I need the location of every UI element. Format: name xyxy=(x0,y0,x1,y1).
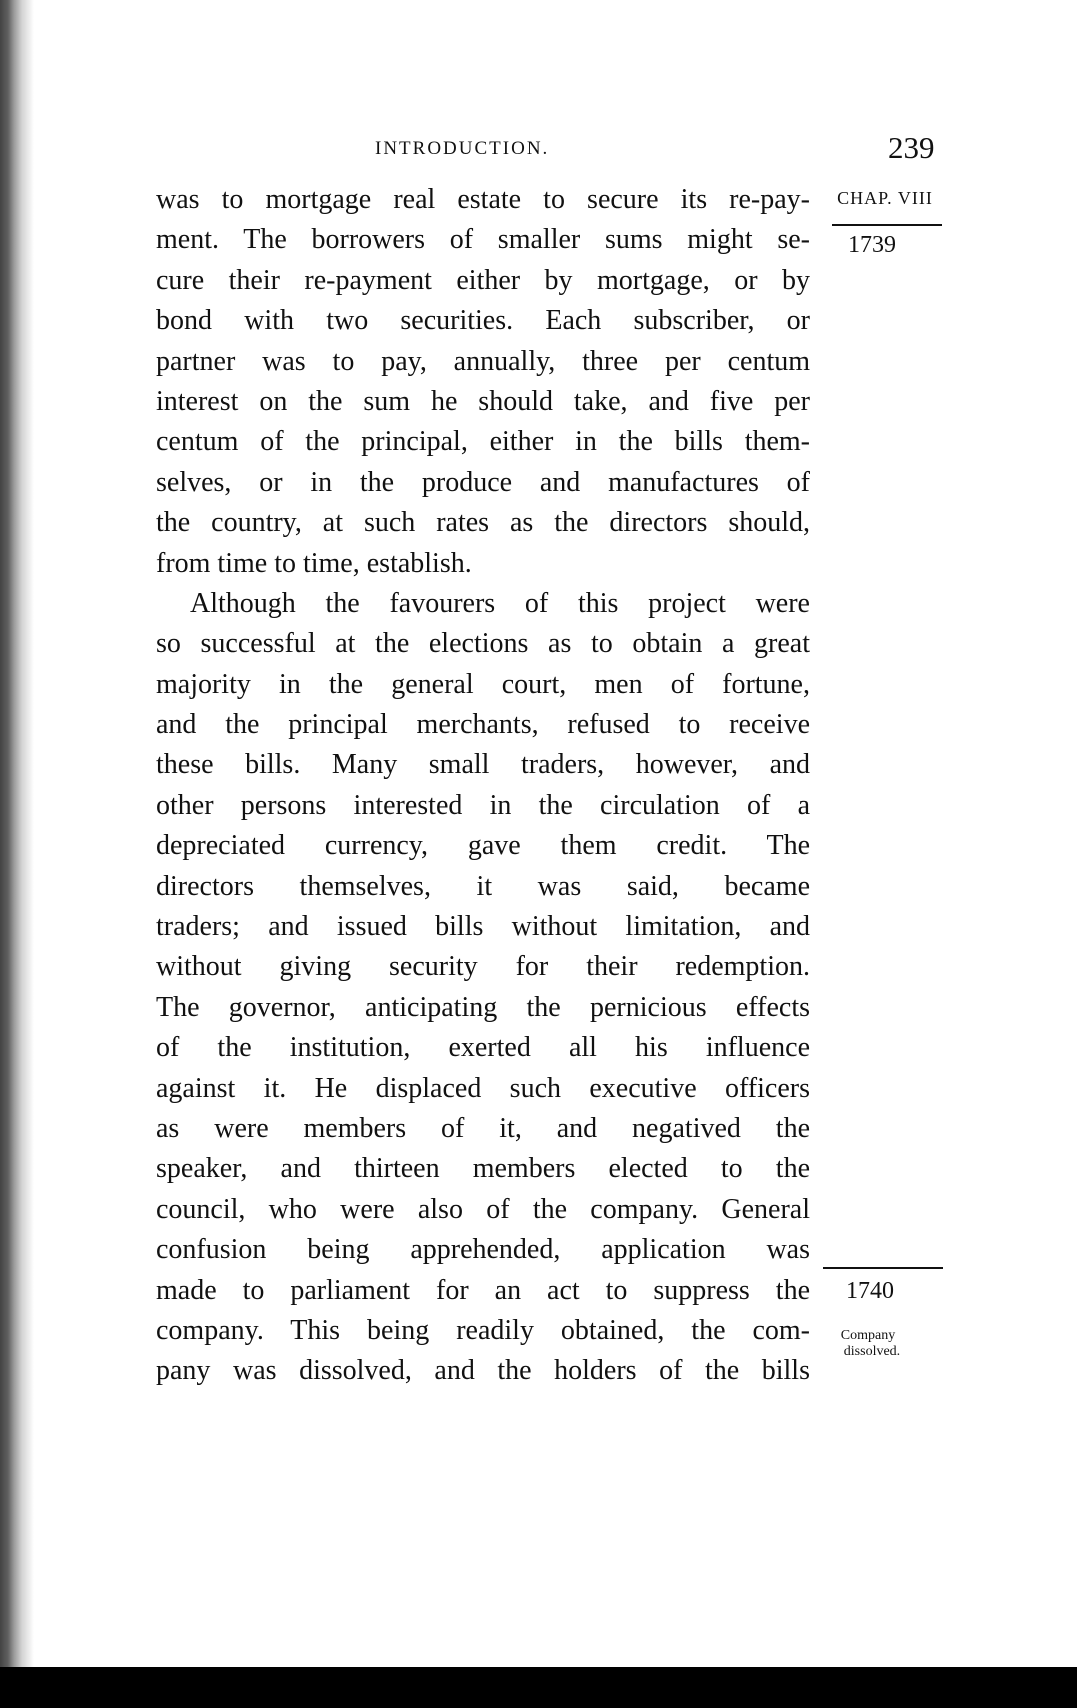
text-line: bond with two securities. Each subscriber, or xyxy=(156,305,810,337)
text-line: selves, or in the produce and manufactures of xyxy=(156,466,810,498)
text-line: interest on the sum he should take, and five per xyxy=(156,385,810,417)
scan-bottom-bar xyxy=(0,1667,1077,1708)
text-line: depreciated currency, gave them credit. The xyxy=(156,830,810,862)
text-line: pany was dissolved, and the holders of the bills xyxy=(156,1355,810,1387)
margin-year-1740: 1740 xyxy=(846,1278,894,1304)
text-line: speaker, and thirteen members elected to the xyxy=(156,1153,810,1185)
text-line: the country, at such rates as the directors should, xyxy=(156,507,810,539)
text-line: and the principal merchants, refused to receive xyxy=(156,709,810,741)
text-line: as were members of it, and negatived the xyxy=(156,1112,810,1144)
text-line: council, who were also of the company. General xyxy=(156,1193,810,1225)
text-line: Although the favourers of this project were xyxy=(190,587,810,619)
margin-rule xyxy=(832,224,942,226)
margin-note xyxy=(818,1328,918,1360)
text-line: directors themselves, it was said, became xyxy=(156,870,810,902)
text-line: majority in the general court, men of fortune, xyxy=(156,668,810,700)
text-line: traders; and issued bills without limitation, and xyxy=(156,911,810,943)
margin-rule xyxy=(823,1267,943,1269)
text-line: partner was to pay, annually, three per centum xyxy=(156,345,810,377)
text-line: other persons interested in the circulation of a xyxy=(156,789,810,821)
text-line: The governor, anticipating the pernicious effects xyxy=(156,991,810,1023)
scanned-binding-edge xyxy=(0,0,34,1667)
body-text xyxy=(156,180,810,1392)
margin-year-1739: 1739 xyxy=(848,232,896,258)
running-title: INTRODUCTION. xyxy=(375,138,550,159)
text-line: without giving security for their redemption. xyxy=(156,951,810,983)
margin-note-line: dissolved. xyxy=(843,1344,901,1359)
text-line: made to parliament for an act to suppress the xyxy=(156,1274,810,1306)
text-line: company. This being readily obtained, the com- xyxy=(156,1314,810,1346)
text-line: cure their re-payment either by mortgage, or by xyxy=(156,264,810,296)
text-line: so successful at the elections as to obtain a great xyxy=(156,628,810,660)
text-line: from time to time, establish. xyxy=(156,547,472,579)
text-line: ment. The borrowers of smaller sums might se- xyxy=(156,224,810,256)
text-line: confusion being apprehended, application was xyxy=(156,1234,810,1266)
margin-chapter: CHAP. VIII xyxy=(837,188,933,208)
text-line: was to mortgage real estate to secure its re-pay- xyxy=(156,184,810,215)
text-line: of the institution, exerted all his influence xyxy=(156,1032,810,1064)
text-line: these bills. Many small traders, however, and xyxy=(156,749,810,781)
paragraph xyxy=(156,584,810,1392)
text-line: centum of the principal, either in the bills them- xyxy=(156,426,810,458)
margin-note-line: Company xyxy=(840,1328,896,1343)
paragraph xyxy=(156,180,810,584)
text-line: against it. He displaced such executive officers xyxy=(156,1072,810,1104)
page-number: 239 xyxy=(888,130,935,165)
